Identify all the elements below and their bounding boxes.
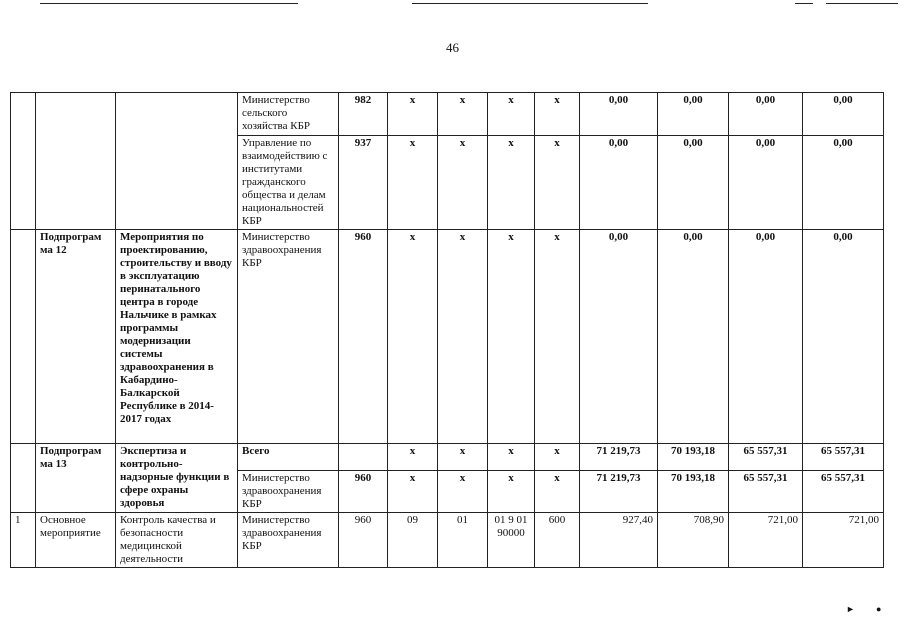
scan-line-left	[40, 3, 298, 4]
row-value-2: 0,00	[658, 230, 729, 444]
row-name: Контроль качества и безопасности медицинской деятельности	[116, 513, 238, 568]
row-csr: х	[488, 93, 535, 136]
table-row	[11, 230, 884, 444]
row-executor: Министерство здравоохранения КБР	[238, 230, 339, 444]
row-type	[36, 93, 116, 230]
row-csr: 01 9 01 90000	[488, 513, 535, 568]
row-name	[116, 93, 238, 230]
row-vr: х	[535, 471, 580, 513]
row-grbs	[339, 444, 388, 471]
scan-mark-arrow-icon: ►	[846, 604, 855, 614]
row-value-3: 0,00	[729, 93, 803, 136]
row-name: Мероприятия по проектированию, строительству и вводу в эксплуатацию перинатального центра в городе Нальчике в рамках программы модернизации системы здравоохранения в Кабардино-Балкарской Республике в 2014-2017 годах	[116, 230, 238, 444]
row-number	[11, 230, 36, 444]
scan-line-right-short	[795, 3, 813, 4]
row-name: Экспертиза и контрольно-надзорные функции в сфере охраны здоровья	[116, 444, 238, 513]
budget-table	[10, 92, 884, 568]
row-type: Основное мероприятие	[36, 513, 116, 568]
row-value-3: 65 557,31	[729, 444, 803, 471]
row-value-4: 65 557,31	[803, 444, 884, 471]
table-row	[11, 93, 884, 136]
row-pr: х	[438, 230, 488, 444]
row-value-2: 0,00	[658, 136, 729, 230]
row-pr: 01	[438, 513, 488, 568]
row-value-4: 721,00	[803, 513, 884, 568]
row-vr: х	[535, 136, 580, 230]
row-value-3: 0,00	[729, 136, 803, 230]
row-value-3: 65 557,31	[729, 471, 803, 513]
row-vr: х	[535, 230, 580, 444]
row-value-2: 708,90	[658, 513, 729, 568]
row-pr: х	[438, 136, 488, 230]
row-value-2: 70 193,18	[658, 471, 729, 513]
row-rz: х	[388, 471, 438, 513]
row-rz: х	[388, 444, 438, 471]
row-value-2: 70 193,18	[658, 444, 729, 471]
row-type: Подпрограм ма 13	[36, 444, 116, 513]
row-grbs: 960	[339, 471, 388, 513]
row-vr: х	[535, 444, 580, 471]
table-row	[11, 444, 884, 471]
row-value-3: 0,00	[729, 230, 803, 444]
row-executor: Управление по взаимодействию с институтами гражданского общества и делам национальностей КБР	[238, 136, 339, 230]
row-grbs: 982	[339, 93, 388, 136]
row-vr: х	[535, 93, 580, 136]
row-number: 1	[11, 513, 36, 568]
row-value-1: 0,00	[580, 230, 658, 444]
row-grbs: 960	[339, 230, 388, 444]
row-csr: х	[488, 444, 535, 471]
row-rz: х	[388, 93, 438, 136]
row-type: Подпрограм ма 12	[36, 230, 116, 444]
scan-line-right	[826, 3, 898, 4]
scan-mark-dot-icon: ●	[876, 604, 882, 614]
row-value-4: 0,00	[803, 230, 884, 444]
row-value-1: 927,40	[580, 513, 658, 568]
row-executor: Министерство здравоохранения КБР	[238, 471, 339, 513]
row-csr: х	[488, 136, 535, 230]
row-rz: х	[388, 230, 438, 444]
row-value-1: 71 219,73	[580, 444, 658, 471]
row-executor: Министерство сельского хозяйства КБР	[238, 93, 339, 136]
row-value-1: 71 219,73	[580, 471, 658, 513]
row-grbs: 937	[339, 136, 388, 230]
table-row	[11, 513, 884, 568]
row-number	[11, 444, 36, 513]
row-pr: х	[438, 444, 488, 471]
row-value-4: 0,00	[803, 93, 884, 136]
row-pr: х	[438, 471, 488, 513]
row-value-4: 0,00	[803, 136, 884, 230]
row-value-1: 0,00	[580, 136, 658, 230]
row-vr: 600	[535, 513, 580, 568]
row-csr: х	[488, 471, 535, 513]
row-rz: х	[388, 136, 438, 230]
row-number	[11, 93, 36, 230]
row-value-4: 65 557,31	[803, 471, 884, 513]
row-pr: х	[438, 93, 488, 136]
row-csr: х	[488, 230, 535, 444]
scan-line-middle	[412, 3, 648, 4]
row-executor: Всего	[238, 444, 339, 471]
row-value-1: 0,00	[580, 93, 658, 136]
row-executor: Министерство здравоохранения КБР	[238, 513, 339, 568]
row-rz: 09	[388, 513, 438, 568]
row-value-2: 0,00	[658, 93, 729, 136]
page-number: 46	[446, 40, 459, 55]
row-grbs: 960	[339, 513, 388, 568]
row-value-3: 721,00	[729, 513, 803, 568]
